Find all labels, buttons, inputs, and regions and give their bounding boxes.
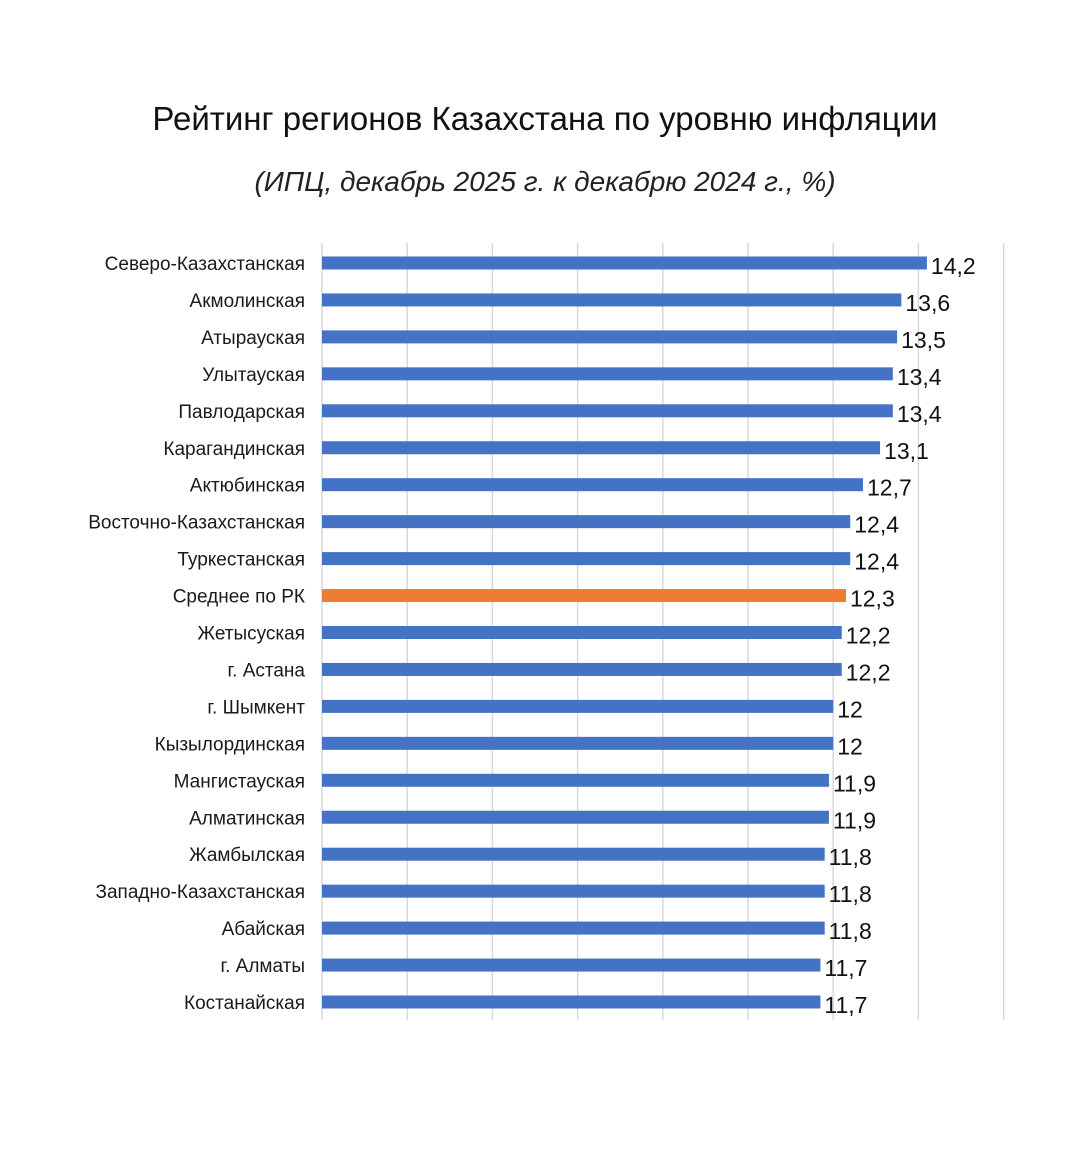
value-label: 13,1 [884,437,929,464]
bar [322,552,850,565]
category-label: Алматинская [189,808,305,830]
value-label: 12,3 [849,585,895,612]
value-label: 11,9 [832,807,877,834]
category-label: Жетысуская [197,623,305,645]
value-label: 12,2 [845,622,891,649]
value-label: 13,6 [905,289,951,316]
category-label: Улытауская [202,364,305,386]
category-label: Западно-Казахстанская [95,882,305,904]
category-label: Северо-Казахстанская [104,254,305,275]
bar [322,811,829,824]
category-label: Акмолинская [189,290,305,312]
category-label: Павлодарская [178,401,305,423]
chart-title: Рейтинг регионов Казахстана по уровню инфляции [152,100,938,137]
value-label: 11,9 [832,770,877,797]
value-label: 12,7 [867,474,912,501]
bar [322,774,829,787]
bar [322,885,825,898]
value-label: 13,5 [901,326,946,353]
value-label: 11,7 [824,955,868,982]
category-label: Среднее по РК [172,586,305,608]
bar [322,959,820,972]
value-label: 12 [837,733,863,760]
value-label: 12,2 [845,659,891,686]
category-label: Атырауская [201,327,305,349]
category-label: Кызылординская [154,734,305,756]
category-label: Восточно-Казахстанская [88,512,305,534]
value-label: 12,4 [854,511,900,538]
category-label: Мангистауская [173,771,305,793]
category-label: Жамбылская [189,845,305,867]
bar [322,663,842,676]
category-labels [88,254,305,1014]
category-label: г. Астана [227,660,305,682]
value-label: 13,4 [896,363,942,390]
bar [322,404,893,417]
bar [322,478,863,491]
value-label: 12 [837,696,863,723]
bar [322,922,825,935]
value-label: 11,8 [828,918,872,945]
bar [322,257,927,270]
bar [322,330,897,343]
value-label: 11,7 [824,992,868,1018]
category-label: г. Алматы [220,956,305,978]
bar [322,848,825,861]
bar [322,293,901,306]
value-label: 14,2 [930,253,976,279]
value-label: 12,4 [854,548,900,575]
bar-average [322,589,846,602]
value-label: 13,4 [896,400,942,427]
bar [322,367,893,380]
category-label: Карагандинская [163,438,305,460]
category-label: Актюбинская [189,475,305,497]
bar [322,700,833,713]
category-label: Туркестанская [177,549,305,571]
value-label: 11,8 [828,881,872,908]
category-label: Костанайская [184,993,305,1014]
bar [322,626,842,639]
category-label: г. Шымкент [207,697,305,719]
bar [322,996,820,1009]
category-label: Абайская [221,919,305,941]
bar [322,441,880,454]
value-label: 11,8 [828,844,872,871]
bar [322,737,833,750]
bar [322,515,850,528]
chart-subtitle: (ИПЦ, декабрь 2025 г. к декабрю 2024 г., %) [254,166,836,197]
